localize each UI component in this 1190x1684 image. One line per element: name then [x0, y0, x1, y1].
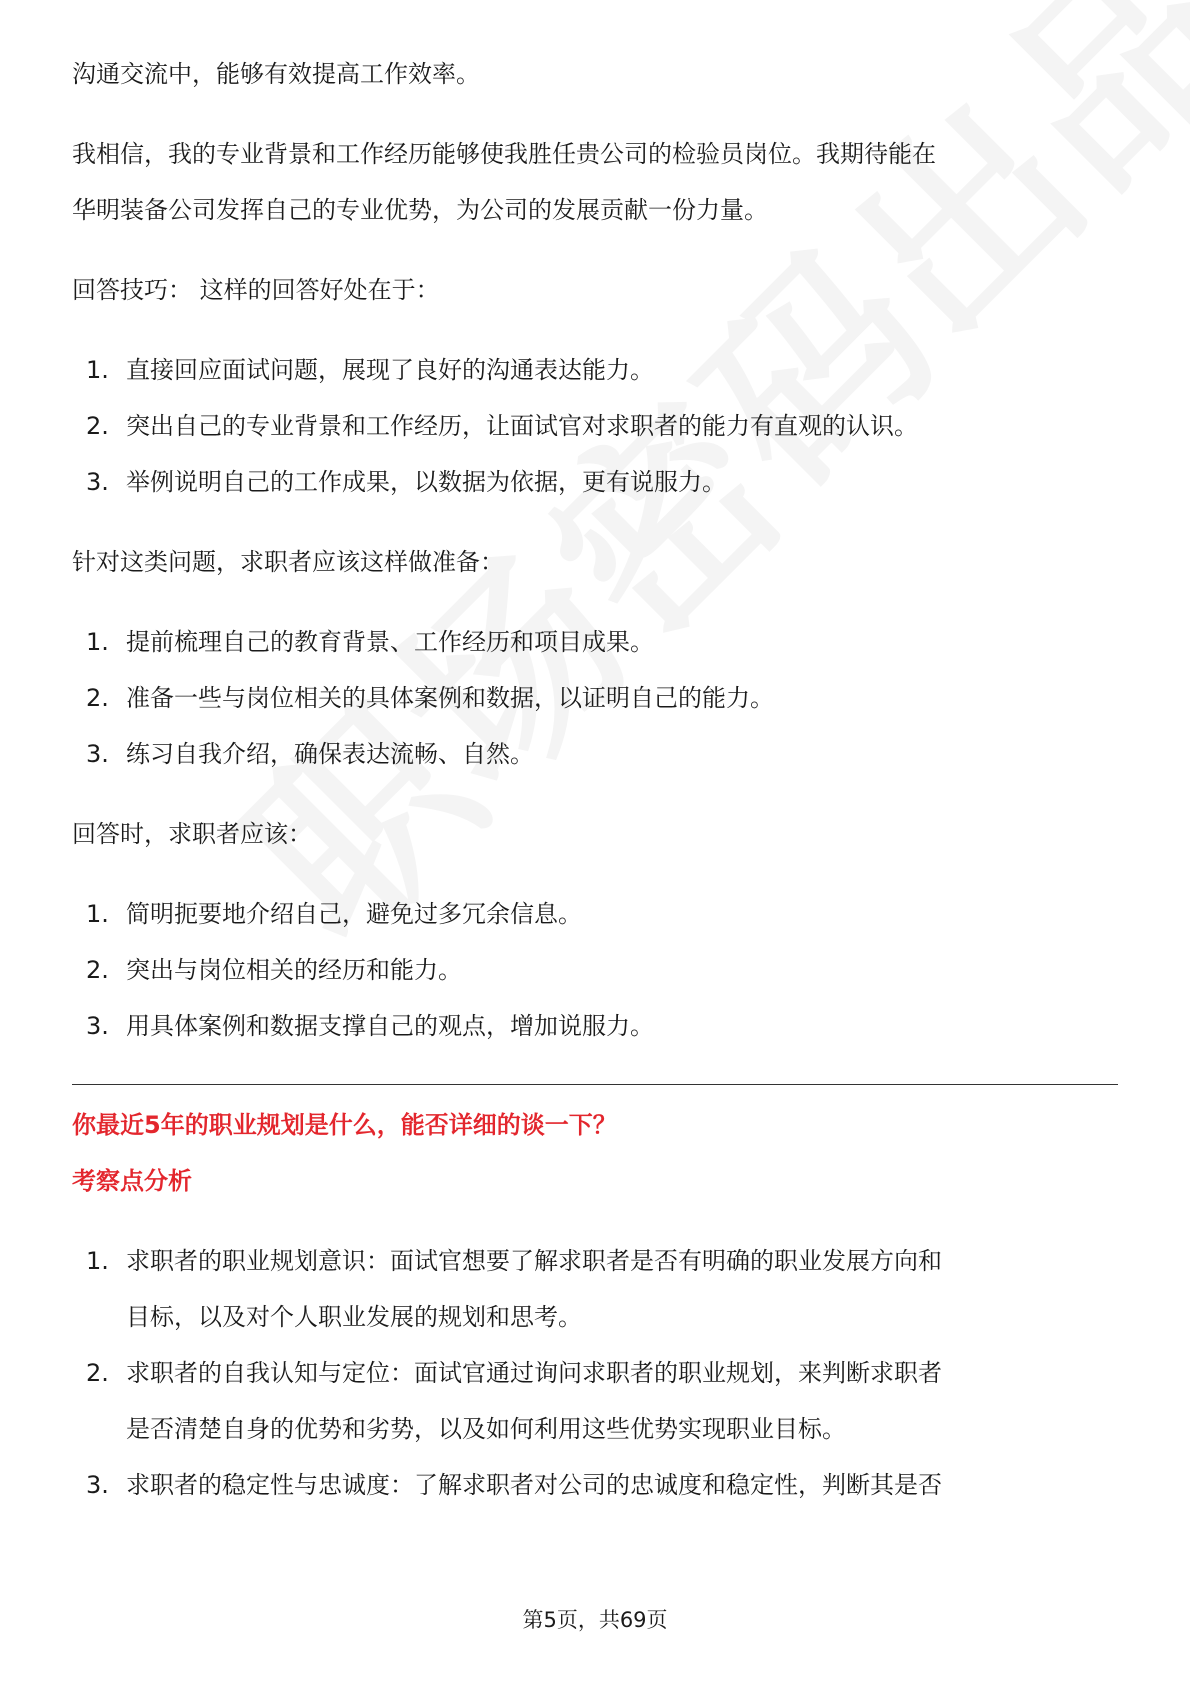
list-number: 1. — [86, 628, 109, 656]
page-footer: 第5页，共69页 — [522, 1608, 668, 1632]
list-text: 练习自我介绍，确保表达流畅、自然。 — [126, 740, 534, 768]
list-text: 突出自己的专业背景和工作经历，让面试官对求职者的能力有直观的认识。 — [126, 412, 918, 440]
list-number: 1. — [86, 356, 109, 384]
list-text-line2: 是否清楚自身的优势和劣势，以及如何利用这些优势实现职业目标。 — [126, 1415, 846, 1443]
answer-list — [72, 886, 1118, 1054]
list-item — [72, 614, 1118, 670]
list-number: 3. — [86, 1012, 109, 1040]
list-text: 举例说明自己的工作成果，以数据为依据，更有说服力。 — [126, 468, 726, 496]
list-text: 简明扼要地介绍自己，避免过多冗余信息。 — [126, 900, 582, 928]
list-text-line2: 目标，以及对个人职业发展的规划和思考。 — [126, 1303, 582, 1331]
list-number: 1. — [86, 1247, 109, 1275]
prep-list — [72, 614, 1118, 782]
list-number: 1. — [86, 900, 109, 928]
page-content — [72, 46, 1118, 1513]
list-item — [72, 1457, 1118, 1513]
list-number: 2. — [86, 412, 109, 440]
section-divider — [72, 1084, 1118, 1085]
list-text: 直接回应面试问题，展现了良好的沟通表达能力。 — [126, 356, 654, 384]
list-item — [72, 398, 1118, 454]
analysis-list — [72, 1233, 1118, 1513]
list-number: 3. — [86, 1471, 109, 1499]
list-item — [72, 454, 1118, 510]
paragraph-intro: 沟通交流中，能够有效提高工作效率。 — [72, 60, 480, 88]
list-text: 提前梳理自己的教育背景、工作经历和项目成果。 — [126, 628, 654, 656]
list-item — [72, 886, 1118, 942]
list-number: 3. — [86, 468, 109, 496]
list-item — [72, 1345, 1118, 1457]
list-item — [72, 670, 1118, 726]
tips-heading: 回答技巧： 这样的回答好处在于： — [72, 276, 440, 304]
question-title: 你最近5年的职业规划是什么，能否详细的谈一下？ — [72, 1111, 617, 1139]
list-number: 2. — [86, 684, 109, 712]
list-text: 突出与岗位相关的经历和能力。 — [126, 956, 462, 984]
tips-list — [72, 342, 1118, 510]
list-item — [72, 998, 1118, 1054]
analysis-heading: 考察点分析 — [72, 1167, 192, 1195]
list-item — [72, 726, 1118, 782]
list-item — [72, 342, 1118, 398]
list-text-line1: 求职者的职业规划意识：面试官想要了解求职者是否有明确的职业发展方向和 — [126, 1247, 942, 1275]
list-item — [72, 942, 1118, 998]
list-number: 2. — [86, 956, 109, 984]
list-number: 3. — [86, 740, 109, 768]
paragraph-belief-line1: 我相信，我的专业背景和工作经历能够使我胜任贵公司的检验员岗位。我期待能在 — [72, 140, 936, 168]
list-text: 准备一些与岗位相关的具体案例和数据，以证明自己的能力。 — [126, 684, 774, 712]
paragraph-belief — [72, 126, 1118, 238]
answer-heading: 回答时，求职者应该： — [72, 820, 312, 848]
paragraph-belief-line2: 华明装备公司发挥自己的专业优势，为公司的发展贡献一份力量。 — [72, 196, 768, 224]
list-text: 用具体案例和数据支撑自己的观点，增加说服力。 — [126, 1012, 654, 1040]
list-number: 2. — [86, 1359, 109, 1387]
prep-heading: 针对这类问题，求职者应该这样做准备： — [72, 548, 504, 576]
list-text-line1: 求职者的自我认知与定位：面试官通过询问求职者的职业规划，来判断求职者 — [126, 1359, 942, 1387]
list-text-line1: 求职者的稳定性与忠诚度：了解求职者对公司的忠诚度和稳定性，判断其是否 — [126, 1471, 942, 1499]
list-item — [72, 1233, 1118, 1345]
